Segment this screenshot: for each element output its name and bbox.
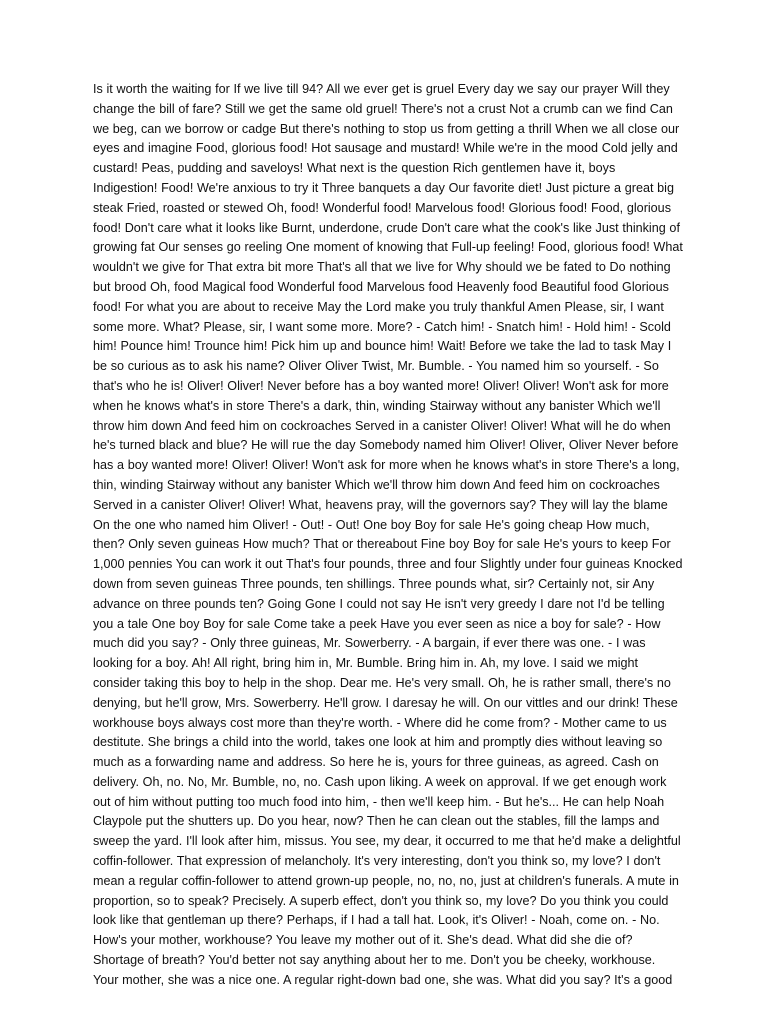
body-text: Is it worth the waiting for If we live till 94? All we ever get is gruel Every day we say our prayer Will they change the bill of fare? Still we get the same old gruel! There's not a crust Not a crumb can we find Can we beg, can we borrow or cadge But there's nothing to stop us from getting a thrill When we all close our eyes and imagine Food, glorious food! Hot sausage and mustard! While we're in the mood Cold jelly and custard! Peas, pudding and saveloys! What next is the question Rich gentlemen have it, boys Indigestion! Food! We're anxious to try it Three banquets a day Our favorite diet! Just picture a great big steak Fried, roasted or stewed Oh, food! Wonderful food! Marvelous food! Glorious food! Food, glorious food! Don't care what it looks like Burnt, underdone, crude Don't care what the cook's like Just thinking of growing fat Our senses go reeling One moment of knowing that Full-up feeling! Food, glorious food! What wouldn't we give for That extra bit more That's all that we live for Why should we be fated to Do nothing but brood Oh, food Magical food Wonderful food Marvelous food Heavenly food Beautiful food Glorious food! For what you are about to receive May the Lord make you truly thankful Amen Please, sir, I want some more. What? Please, sir, I want some more. More? - Catch him! - Snatch him! - Hold him! - Scold him! Pounce him! Trounce him! Pick him up and bounce him! Wait! Before we take the lad to task May I be so curious as to ask his name? Oliver Oliver Twist, Mr. Bumble. - You named him so yourself. - So that's who he is! Oliver! Oliver! Never before has a boy wanted more! Oliver! Oliver! Won't ask for more when he knows what's in store There's a dark, thin, winding Stairway without any banister Which we'll throw him down And feed him on cockroaches Served in a canister Oliver! Oliver! What will he do when he's turned black and blue? He will rue the day Somebody named him Oliver! Oliver, Oliver Never before has a boy wanted more! Oliver! Oliver! Won't ask for more when he knows what's in store There's a long, thin, winding Stairway without any banister Which we'll throw him down And feed him on cockroaches Served in a canister Oliver! Oliver! What, heavens pray, will the governors say? They will lay the blame On the one who named him Oliver! - Out! - Out! One boy Boy for sale He's going cheap How much, then? Only seven guineas How much? That or thereabout Fine boy Boy for sale He's yours to keep For 1,000 pennies You can work it out That's four pounds, three and four Slightly under four guineas Knocked down from seven guineas Three pounds, ten shillings. Three pounds what, sir? Certainly not, sir Any advance on three pounds ten? Going Gone I could not say He isn't very greedy I dare not I'd be telling you a tale One boy Boy for sale Come take a peek Have you ever seen as nice a boy for sale? - How much did you say? - Only three guineas, Mr. Sowerberry. - A bargain, if ever there was one. - I was looking for a boy. Ah! All right, bring him in, Mr. Bumble. Bring him in. Ah, my love. I said we might consider taking this boy to help in the shop. Dear me. He's very small. Oh, he is rather small, there's no denying, but he'll grow, Mrs. Sowerberry. He'll grow. I daresay he will. On our vittles and our drink! These workhouse boys always cost more than they're worth. - Where did he come from? - Mother came to us destitute. She brings a child into the world, takes one look at him and promptly dies without leaving so much as a forwarding name and address. So here he is, yours for three guineas, as agreed. Cash on delivery. Oh, no. No, Mr. Bumble, no, no. Cash upon liking. A week on approval. If we get enough work out of him without putting too much food into him, - then we'll keep him. - But he's... He can help Noah Claypole put the shutters up. Do you hear, now? Then he can clean out the stables, fill the lamps and sweep the yard. I'll look after him, missus. You see, my dear, it occurred to me that he'd make a delightful coffin-follower. That expression of melancholy. It's very interesting, don't you think so, my love? I don't mean a regular coffin-follower to attend grown-up people, no, no, no, just at children's funerals. A mute in proportion, so to speak? Precisely. A superb effect, don't you think so, my love? Do you think you could look like that gentleman up there? Perhaps, if I had a tall hat. Look, it's Oliver! - Noah, come on. - No. How's your mother, workhouse? You leave my mother out of it. She's dead. What did she die of? Shortage of breath? You'd better not say anything about her to me. Don't you be cheeky, workhouse. Your mother, she was a nice one. A regular right-down bad one, she was. What did you say? It's a good	[93, 82, 683, 987]
